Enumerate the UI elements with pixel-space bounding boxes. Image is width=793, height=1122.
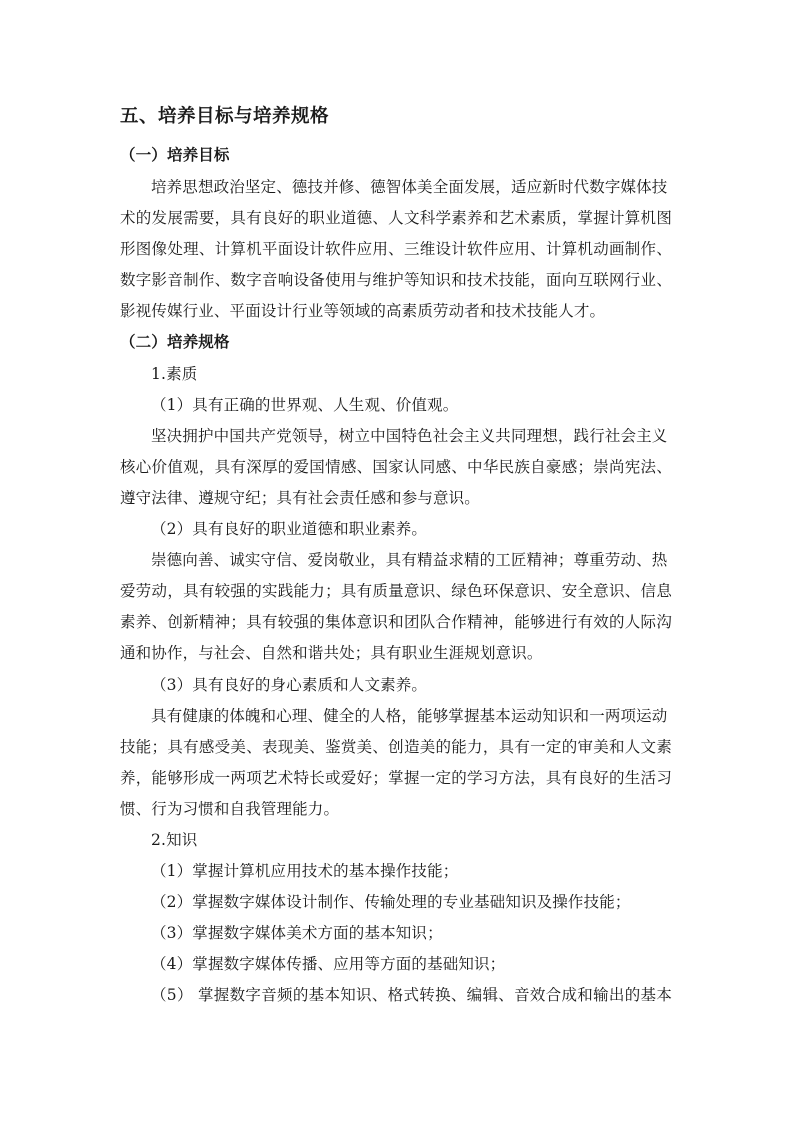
paragraph-line: 具有健康的体魄和心理、健全的人格，能够掌握基本运动知识和一两项运动 [151, 707, 668, 725]
list-heading-knowledge: 2.知识 [151, 831, 198, 849]
paragraph-line: 崇德向善、诚实守信、爱岗敬业，具有精益求精的工匠精神；尊重劳动、热 [151, 551, 668, 569]
paragraph-line: 遵守法律、遵规守纪；具有社会责任感和参与意识。 [120, 489, 480, 507]
subsection-title-spec: （二）培养规格 [120, 333, 230, 351]
list-heading-quality: 1.素质 [151, 365, 198, 383]
paragraph-line: 惯、行为习惯和自我管理能力。 [120, 800, 340, 818]
paragraph-line: 通和协作，与社会、自然和谐共处；具有职业生涯规划意识。 [120, 644, 543, 662]
paragraph-line: 坚决拥护中国共产党领导，树立中国特色社会主义共同理想，践行社会主义 [151, 427, 668, 445]
paragraph-line: 爱劳动，具有较强的实践能力；具有质量意识、绿色环保意识、安全意识、信息 [120, 582, 672, 600]
paragraph-line: 核心价值观，具有深厚的爱国情感、国家认同感、中华民族自豪感；崇尚宪法、 [120, 458, 672, 476]
list-item: （5） 掌握数字音频的基本知识、格式转换、编辑、音效合成和输出的基本 [151, 986, 672, 1004]
item-title: （1）具有正确的世界观、人生观、价值观。 [151, 396, 459, 414]
paragraph-line: 形图像处理、计算机平面设计软件应用、三维设计软件应用、计算机动画制作、 [120, 240, 672, 258]
paragraph-line: 素养、创新精神；具有较强的集体意识和团队合作精神，能够进行有效的人际沟 [120, 613, 672, 631]
paragraph-line: 培养思想政治坚定、德技并修、德智体美全面发展，适应新时代数字媒体技 [151, 178, 668, 196]
item-title: （3）具有良好的身心素质和人文素养。 [151, 676, 428, 694]
list-item: （4）掌握数字媒体传播、应用等方面的基础知识； [151, 955, 506, 973]
list-item: （2）掌握数字媒体设计制作、传输处理的专业基础知识及操作技能； [151, 893, 631, 911]
paragraph-line: 影视传媒行业、平面设计行业等领域的高素质劳动者和技术技能人才。 [120, 302, 606, 320]
list-item: （1）掌握计算机应用技术的基本操作技能； [151, 862, 459, 880]
paragraph-line: 技能；具有感受美、表现美、鉴赏美、创造美的能力，具有一定的审美和人文素 [120, 738, 672, 756]
list-item: （3）掌握数字媒体美术方面的基本知识； [151, 924, 443, 942]
paragraph-line: 养，能够形成一两项艺术特长或爱好；掌握一定的学习方法，具有良好的生活习 [120, 769, 672, 787]
subsection-title-goal: （一）培养目标 [120, 146, 230, 164]
item-title: （2）具有良好的职业道德和职业素养。 [151, 520, 428, 538]
paragraph-line: 术的发展需要，具有良好的职业道德、人文科学素养和艺术素质，掌握计算机图 [120, 209, 672, 227]
section-title: 五、培养目标与培养规格 [120, 106, 330, 127]
paragraph-line: 数字影音制作、数字音响设备使用与维护等知识和技术技能，面向互联网行业、 [120, 271, 672, 289]
